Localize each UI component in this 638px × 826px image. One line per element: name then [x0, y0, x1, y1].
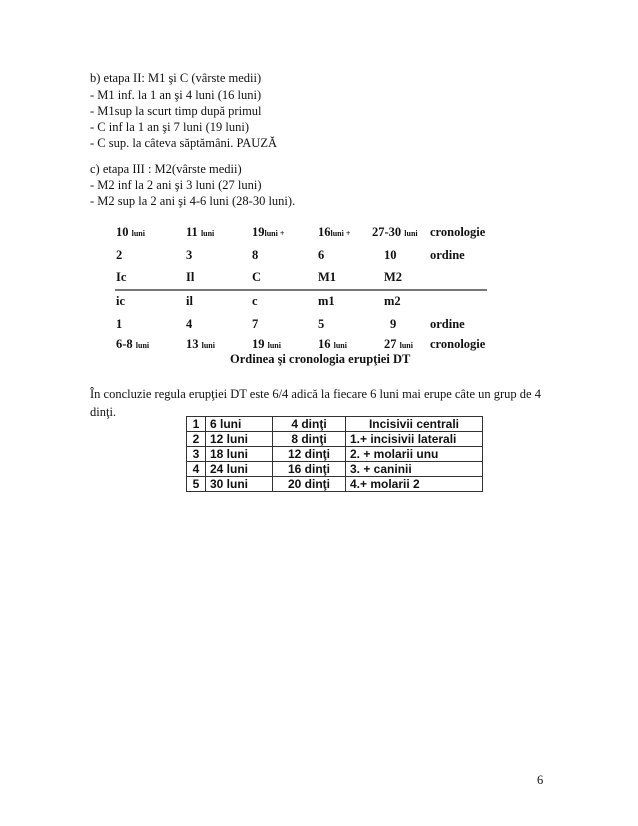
table-cell: M2	[384, 270, 403, 284]
table-cell: ordine	[430, 248, 465, 262]
table-cell: 11 luni	[186, 225, 215, 239]
stage-3-heading: c) etapa III : M2(vârste medii)	[90, 162, 242, 176]
summary-table	[186, 416, 483, 492]
table-cell: cronologie	[430, 225, 486, 239]
table-cell: 3	[186, 248, 193, 262]
table-cell: 4	[186, 317, 193, 331]
table-cell: 19luni +	[252, 225, 285, 239]
table-cell: 16 luni	[318, 337, 347, 351]
table-cell: 4.+ molarii 2	[346, 477, 483, 492]
table-cell: 9	[390, 317, 397, 331]
table-cell: m2	[384, 294, 401, 308]
table-divider	[115, 289, 487, 291]
table-cell: 1	[187, 417, 206, 432]
table-cell: 10 luni	[116, 225, 145, 239]
table-cell: 20 dinţi	[273, 477, 346, 492]
table-cell: 7	[252, 317, 259, 331]
table-cell: 5	[187, 477, 206, 492]
table-cell: 12 luni	[206, 432, 273, 447]
table-cell: 27 luni	[384, 337, 413, 351]
table-row	[187, 462, 483, 477]
table-cell: 6 luni	[206, 417, 273, 432]
table-cell: 13 luni	[186, 337, 215, 351]
table-cell: 24 luni	[206, 462, 273, 477]
table-cell: 6	[318, 248, 325, 262]
table-cell: 30 luni	[206, 477, 273, 492]
table-cell: 27-30 luni	[372, 225, 418, 239]
table-cell: cronologie	[430, 337, 486, 351]
text-line: - M2 inf la 2 ani şi 3 luni (27 luni)	[90, 178, 262, 192]
table-cell: 8	[252, 248, 259, 262]
table-cell: ordine	[430, 317, 465, 331]
text-line: - M1 inf. la 1 an şi 4 luni (16 luni)	[90, 88, 262, 102]
table-caption: Ordinea şi cronologia erupţiei DT	[230, 352, 411, 366]
text-line: - M1sup la scurt timp după primul	[90, 104, 262, 118]
table-cell: 3	[187, 447, 206, 462]
table-cell: 12 dinţi	[273, 447, 346, 462]
table-cell: Incisivii centrali	[346, 417, 483, 432]
table-cell: 8 dinţi	[273, 432, 346, 447]
page-number: 6	[537, 773, 544, 787]
table-cell: 2	[187, 432, 206, 447]
table-row	[187, 417, 483, 432]
table-cell: 19 luni	[252, 337, 281, 351]
table-row	[187, 477, 483, 492]
table-cell: 16 dinţi	[273, 462, 346, 477]
table-cell: 5	[318, 317, 325, 331]
table-cell: c	[252, 294, 258, 308]
text-line: - C sup. la câteva săptămâni. PAUZĂ	[90, 136, 277, 150]
table-cell: 10	[384, 248, 397, 262]
table-cell: 2	[116, 248, 123, 262]
table-cell: M1	[318, 270, 337, 284]
table-cell: C	[252, 270, 262, 284]
text-line: - M2 sup la 2 ani şi 4-6 luni (28-30 luni).	[90, 194, 296, 208]
table-cell: 4 dinţi	[273, 417, 346, 432]
table-row	[187, 447, 483, 462]
table-cell: 2. + molarii unu	[346, 447, 483, 462]
table-cell: m1	[318, 294, 335, 308]
table-cell: 3. + caninii	[346, 462, 483, 477]
table-cell: 16luni +	[318, 225, 351, 239]
table-cell: 4	[187, 462, 206, 477]
stage-2-heading: b) etapa II: M1 şi C (vârste medii)	[90, 71, 262, 85]
table-cell: 18 luni	[206, 447, 273, 462]
table-cell: 6-8 luni	[116, 337, 150, 351]
table-cell: Ic	[116, 270, 127, 284]
table-cell: 1	[116, 317, 123, 331]
text-line: - C inf la 1 an şi 7 luni (19 luni)	[90, 120, 250, 134]
table-cell: ic	[116, 294, 126, 308]
table-cell: Il	[186, 270, 195, 284]
table-cell: il	[186, 294, 193, 308]
table-cell: 1.+ incisivii laterali	[346, 432, 483, 447]
conclusion-paragraph: În concluzie regula erupţiei DT este 6/4 adică la fiecare 6 luni mai erupe câte un grup de 4 dinţi.	[90, 387, 541, 419]
table-row	[187, 432, 483, 447]
